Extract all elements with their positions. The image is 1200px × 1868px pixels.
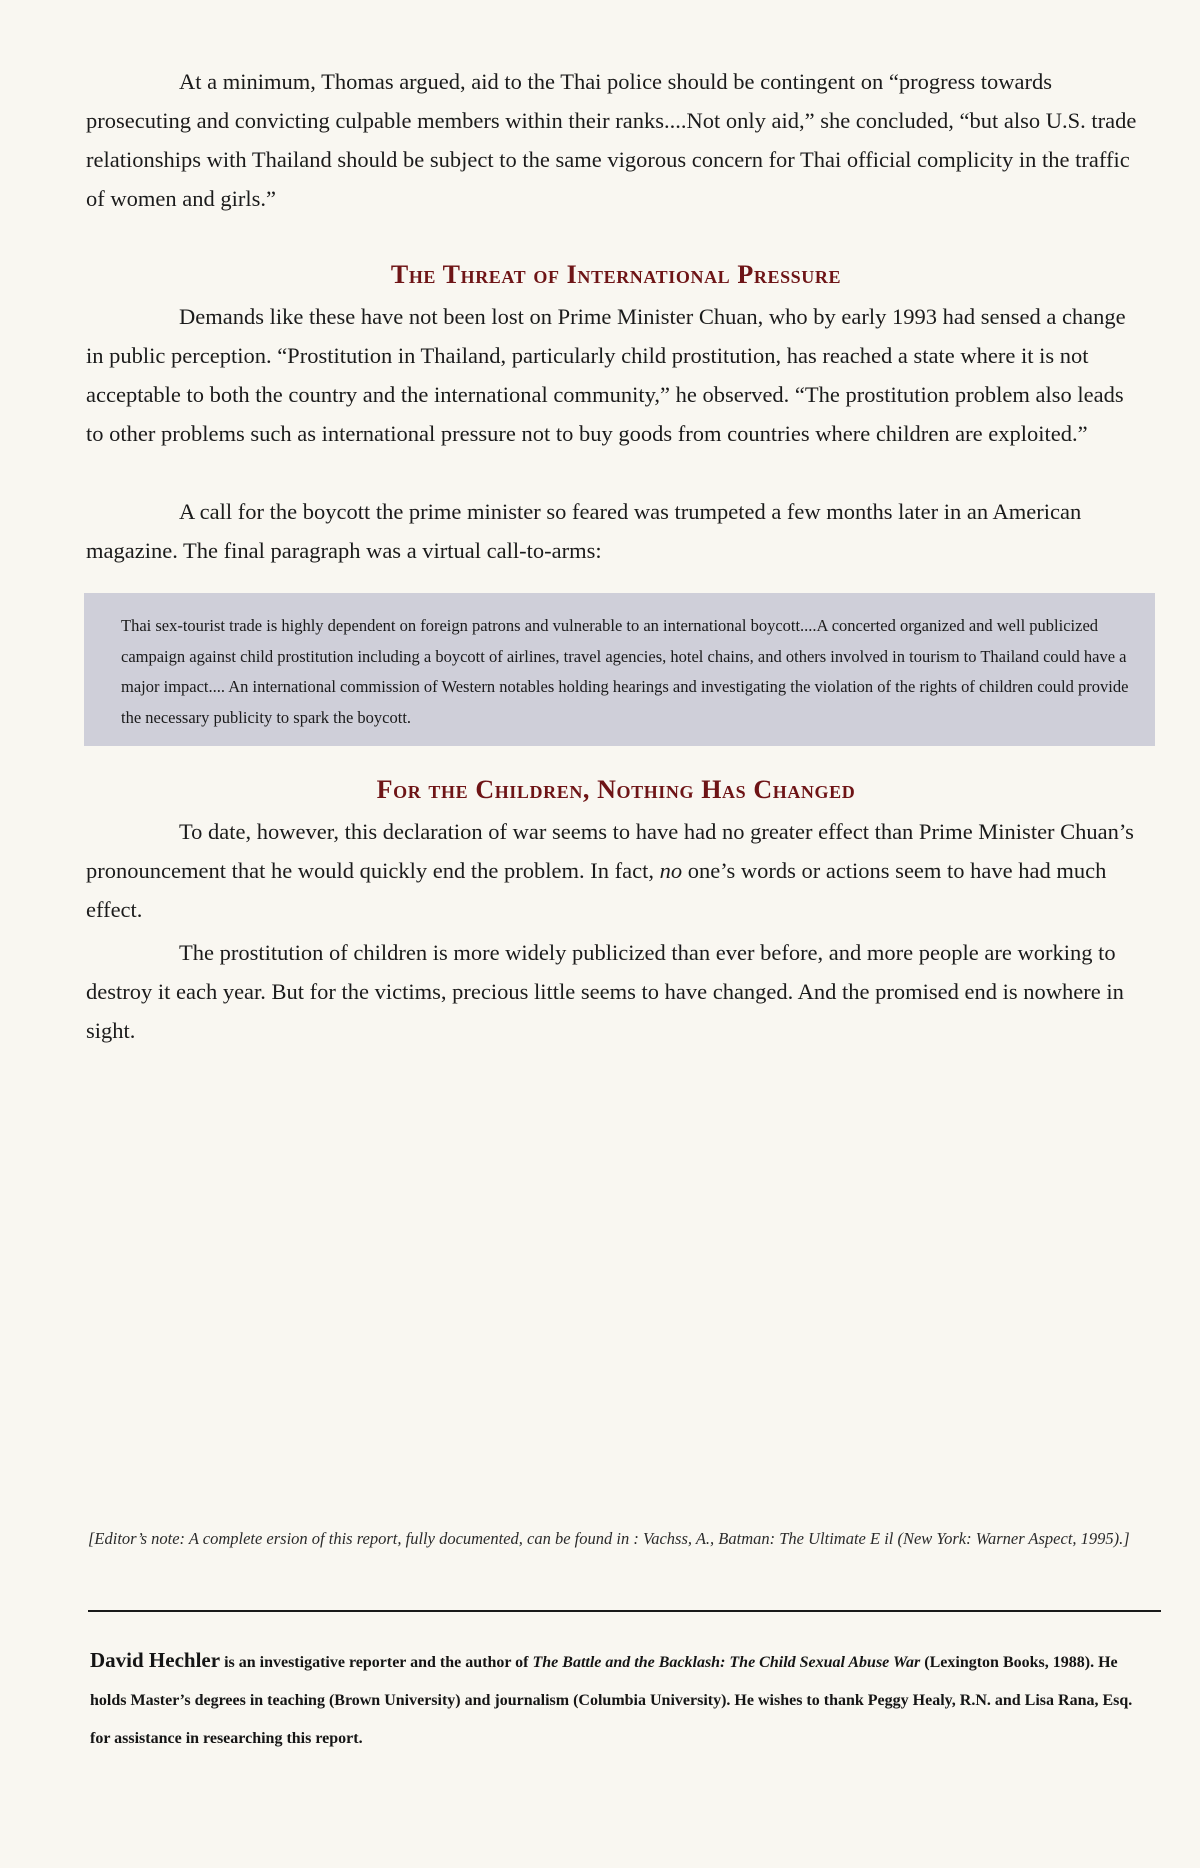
paragraph-boycott-call: A call for the boycott the prime minister so feared was trumpeted a few months later in an American magazine. The final paragraph was a virtual call-to-arms: [86,499,1082,563]
paragraph-thomas-argument: At a minimum, Thomas argued, aid to the Thai police should be contingent on “progress towards prosecuting and convicting culpable members within their ranks....Not only aid,” she concluded, “but also U.S. trade relationships with Thailand should be subject to the same vigorous concern for Thai official complicity in the traffic of women and girls.” [86,69,1137,211]
block-quote-text: Thai sex-tourist trade is highly dependent on foreign patrons and vulnerable to an international boycott....A concerted organized and well publicized campaign against child prostitution including a boycott of airlines, travel agencies, hotel chains, and others involved in tourism to Thailand could have a major impact.... An international commission of Western notables holding hearings and investigating the violation of the rights of children could provide the necessary publicity to spark the boycott. [121,616,1129,727]
book-title: The Battle and the Backlash: The Child Sexual Abuse War [532,1654,921,1671]
emphasis-no: no [659,858,683,883]
paragraph-prime-minister-chuan: Demands like these have not been lost on Prime Minister Chuan, who by early 1993 had sensed a change in public perception. “Prostitution in Thailand, particularly child prostitution, has reached a state where it is not acceptable to both the country and the international community,” he observed. “The prostitution problem also leads to other problems such as international pressure not to buy goods from countries where children are exploited.” [86,304,1126,446]
author-bio: David Hechler is an investigative reporter and the author of The Battle and the Backlash: The Child Sexual Abuse War (Lexington Books, 1988). He holds Master’s degrees in teaching (Brown University) and journalism (Columbia University). He wishes to thank Peggy Healy, R.N. and Lisa Rana, Esq. for assistance in researching this report. [90,1648,1133,1747]
editor-note: [Editor’s note: A complete ersion of this report, fully documented, can be found in : Vachss, A., Batman: The Ultimate E il (New York: Warner Aspect, 1995).] [88,1529,1130,1548]
divider-rule [88,1610,1161,1612]
author-name: David Hechler [90,1648,221,1672]
block-quote [84,593,1155,746]
paragraph-declaration-of-war: To date, however, this declaration of war seems to have had no greater effect than Prime Minister Chuan’s pronouncement that he would quickly end the problem. In fact, no one’s words or actions seem to have had much effect. [86,819,1134,922]
heading-nothing-has-changed: For the Children, Nothing Has Changed [376,775,856,804]
paragraph-prostitution-of-children: The prostitution of children is more widely publicized than ever before, and more people are working to destroy it each year. But for the victims, precious little seems to have changed. And the promised end is nowhere in sight. [86,940,1124,1043]
heading-international-pressure: The Threat of International Pressure [390,260,842,289]
